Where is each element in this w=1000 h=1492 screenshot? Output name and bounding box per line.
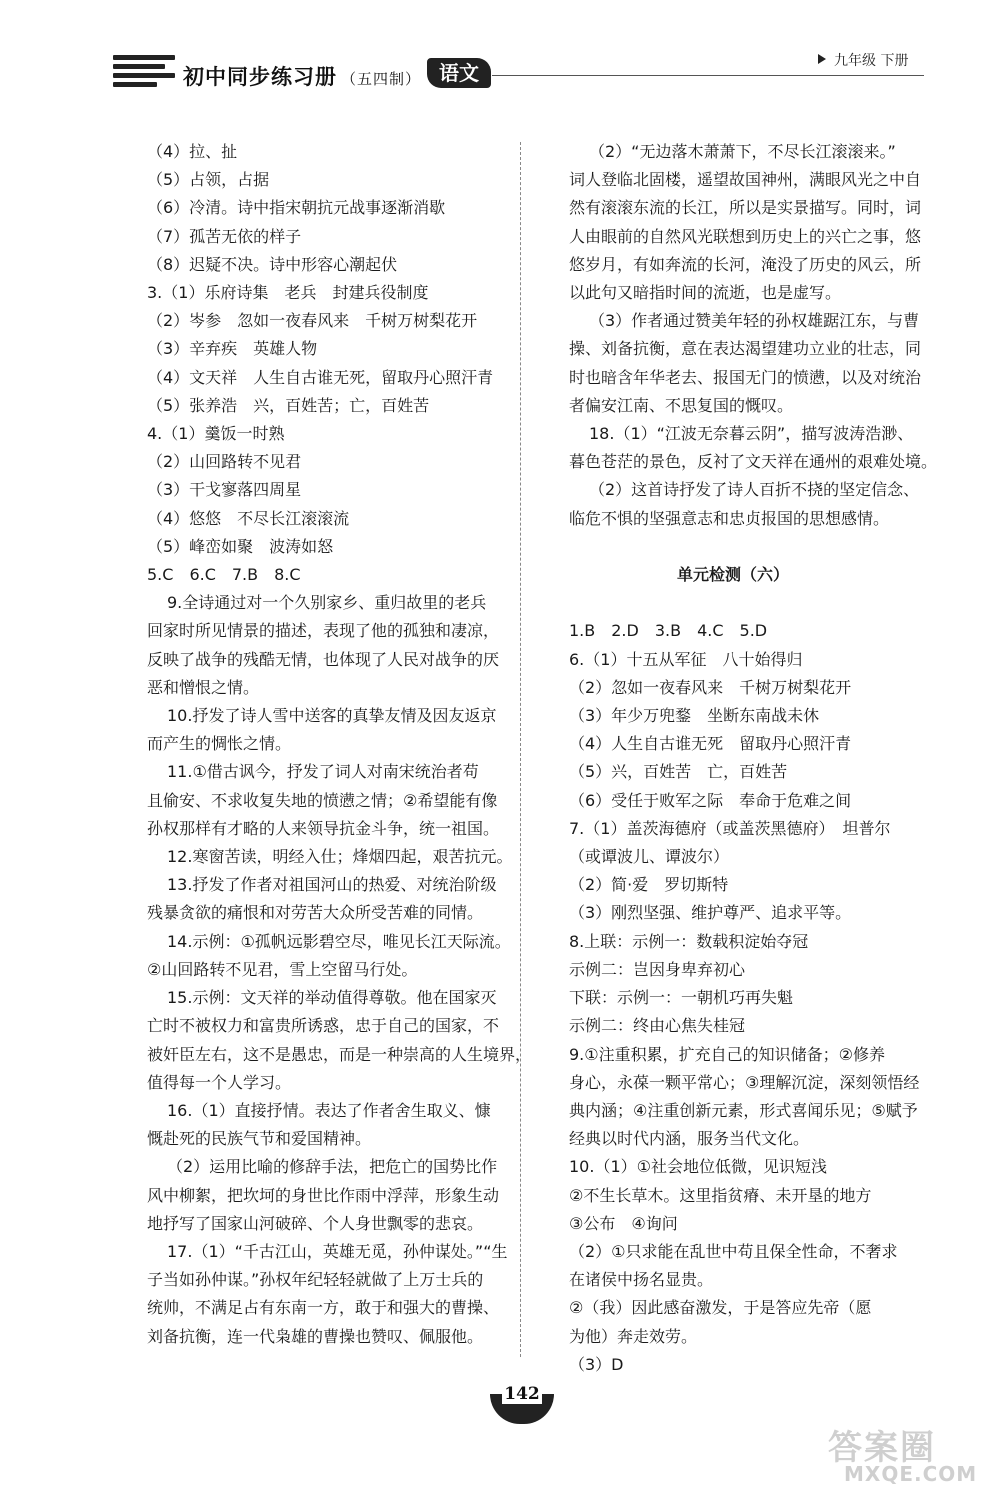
answer-line: 16.（1）直接抒情。表达了作者舍生取义、慷 xyxy=(167,1100,491,1120)
answer-line: （2）简·爱 罗切斯特 xyxy=(569,875,729,895)
answer-line: 以此句又暗指时间的流逝，也是虚写。 xyxy=(569,283,842,303)
answer-line: 示例二：终由心焦失桂冠 xyxy=(569,1016,746,1036)
answer-line: 1.B 2.D 3.B 4.C 5.D xyxy=(569,621,768,641)
answer-line: 悠岁月，有如奔流的长河，淹没了历史的风云，所 xyxy=(569,254,922,274)
answer-line: ②山回路转不见君，雪上空留马行处。 xyxy=(147,959,418,979)
answer-line: 而产生的惆怅之情。 xyxy=(147,734,292,754)
answer-line: （4）文天祥 人生自古谁无死，留取丹心照汗青 xyxy=(147,367,494,387)
answer-line: 地抒写了国家山河破碎、个人身世飘零的悲哀。 xyxy=(147,1213,484,1233)
answer-line: 3.（1）乐府诗集 老兵 封建兵役制度 xyxy=(147,283,429,303)
answer-line: 4.（1）羹饭一时熟 xyxy=(147,424,285,444)
answer-line: 18.（1）“江波无奈暮云阴”，描写波涛浩渺、 xyxy=(589,424,914,444)
answer-line: 为他）奔走效劳。 xyxy=(569,1326,698,1346)
answer-line: ②（我）因此感奋激发，于是答应先帝（愿 xyxy=(569,1298,872,1318)
book-subtitle: （五四制） xyxy=(341,70,422,88)
answer-line: 下联：示例一：一朝机巧再失魁 xyxy=(569,988,794,1008)
answer-line: （6）冷清。诗中指宋朝抗元战事逐渐消歇 xyxy=(147,198,446,218)
answer-line: 值得每一个人学习。 xyxy=(147,1072,292,1092)
answer-line: 9.全诗通过对一个久别家乡、重归故里的老兵 xyxy=(167,593,487,613)
answer-line: 孙权那样有才略的人来领导抗金斗争，统一祖国。 xyxy=(147,818,500,838)
answer-line: （8）迟疑不决。诗中形容心潮起伏 xyxy=(147,254,398,274)
answer-line: （5）占领，占据 xyxy=(147,170,270,190)
answer-line: 亡时不被权力和富贵所诱惑，忠于自己的国家，不 xyxy=(147,1016,500,1036)
answer-line: 14.示例：①孤帆远影碧空尽，唯见长江天际流。 xyxy=(167,931,511,951)
answer-line: （4）人生自古谁无死 留取丹心照汗青 xyxy=(569,734,852,754)
answer-line: 17.（1）“千古江山，英雄无觅，孙仲谋处。”“生 xyxy=(167,1241,508,1261)
column-divider xyxy=(520,142,521,1357)
answer-line: 子当如孙仲谋。”孙权年纪轻轻就做了上万士兵的 xyxy=(147,1270,484,1290)
answer-line: （2）运用比喻的修辞手法，把危亡的国势比作 xyxy=(167,1157,498,1177)
answer-line: 慨赴死的民族气节和爱国精神。 xyxy=(147,1129,372,1149)
answer-line: 15.示例：文天祥的举动值得尊敬。他在国家灭 xyxy=(167,988,497,1008)
answer-line: 身心，永葆一颗平常心；③理解沉淀，深刻领悟经 xyxy=(569,1072,920,1092)
answer-line: （6）受任于败军之际 奉命于危难之间 xyxy=(569,790,852,810)
watermark-text: 答案圈 xyxy=(828,1428,936,1468)
answer-line: 9.①注重积累，扩充自己的知识储备；②修养 xyxy=(569,1044,885,1064)
answer-line: 统帅，不满足占有东南一方，敢于和强大的曹操、 xyxy=(147,1298,500,1318)
answer-line: 操、刘备抗衡，意在表达渴望建功立业的壮志，同 xyxy=(569,339,922,359)
answer-line: 残暴贪欲的痛恨和对劳苦大众所受苦难的同情。 xyxy=(147,903,484,923)
answer-line: 11.①借古讽今，抒发了词人对南宋统治者苟 xyxy=(167,762,479,782)
book-title: 初中同步练习册 （五四制） xyxy=(183,65,422,89)
answer-line: 示例二：岂因身卑弃初心 xyxy=(569,959,746,979)
answer-line: ②不生长草木。这里指贫瘠、未开垦的地方 xyxy=(569,1185,872,1205)
answer-line: 5.C 6.C 7.B 8.C xyxy=(147,565,301,585)
answer-line: （2）山回路转不见君 xyxy=(147,452,302,472)
answer-line: （3）作者通过赞美年轻的孙权雄踞江东，与曹 xyxy=(589,311,920,331)
answer-line: 词人登临北固楼，遥望故国神州，满眼风光之中自 xyxy=(569,170,922,190)
watermark-url: MXQE.COM xyxy=(844,1462,978,1486)
answer-line: （2）“无边落木萧萧下，不尽长江滚滚来。” xyxy=(589,142,896,161)
answer-line: 回家时所见情景的描述，表现了他的孤独和凄凉， xyxy=(147,621,500,641)
answer-line: 且偷安、不求收复失地的愤懑之情；②希望能有像 xyxy=(147,790,498,810)
grade-label: 九年级 下册 xyxy=(818,50,908,70)
answer-line xyxy=(569,589,927,617)
answer-line: 在诸侯中扬名显贵。 xyxy=(569,1270,714,1290)
answer-line: 临危不惧的坚强意志和忠贞报国的思想感情。 xyxy=(569,508,890,528)
page-header xyxy=(0,0,1000,110)
answer-line: 12.寒窗苦读，明经入仕；烽烟四起，艰苦抗元。 xyxy=(167,847,513,867)
subject-badge: 语文 xyxy=(427,58,491,88)
left-column xyxy=(147,138,532,1351)
answer-line: 刘备抗衡，连一代枭雄的曹操也赞叹、佩服他。 xyxy=(147,1326,484,1346)
answer-line: 7.（1）盖茨海德府（或盖茨黑德府） 坦普尔 xyxy=(569,818,891,838)
right-column xyxy=(569,138,938,1379)
answer-line: 然有滚滚东流的长江，所以是实景描写。同时，词 xyxy=(569,198,922,218)
answer-line: （3）辛弃疾 英雄人物 xyxy=(147,339,318,359)
answer-line: 反映了战争的残酷无情，也体现了人民对战争的厌 xyxy=(147,649,500,669)
answer-line: 10.（1）①社会地位低微，见识短浅 xyxy=(569,1157,827,1177)
answer-line: （5）峰峦如聚 波涛如怒 xyxy=(147,536,334,556)
answer-line: （2）岑参 忽如一夜春风来 千树万树梨花开 xyxy=(147,311,478,331)
answer-line: 典内涵；④注重创新元素，形式喜闻乐见；⑤赋予 xyxy=(569,1100,918,1120)
answer-line: 暮色苍茫的景色，反衬了文天祥在通州的艰难处境。 xyxy=(569,452,938,472)
answer-line: （2）①只求能在乱世中苟且保全性命，不奢求 xyxy=(569,1241,898,1261)
answer-line: 风中柳絮，把坎坷的身世比作雨中浮萍，形象生动 xyxy=(147,1185,500,1205)
answer-line: （3）干戈寥落四周星 xyxy=(147,480,302,500)
answer-line: 经典以时代内涵，服务当代文化。 xyxy=(569,1129,810,1149)
answer-line: （2）这首诗抒发了诗人百折不挠的坚定信念、 xyxy=(589,480,920,500)
answer-line: 者偏安江南、不思复国的慨叹。 xyxy=(569,395,794,415)
answer-line: （7）孤苦无依的样子 xyxy=(147,226,302,246)
answer-line: （3）刚烈坚强、维护尊严、追求平等。 xyxy=(569,903,852,923)
book-logo-icon xyxy=(113,55,175,97)
answer-line: （4）拉、扯 xyxy=(147,142,238,161)
answer-line: 被奸臣左右，这不是愚忠，而是一种崇高的人生境界， xyxy=(147,1044,532,1064)
answer-line: 人由眼前的自然风光联想到历史上的兴亡之事，悠 xyxy=(569,226,922,246)
answer-line: （3）年少万兜鍪 坐断东南战未休 xyxy=(569,706,820,726)
answer-line: （4）悠悠 不尽长江滚滚流 xyxy=(147,508,350,528)
answer-line: 10.抒发了诗人雪中送客的真挚友情及因友返京 xyxy=(167,706,497,726)
answer-line: （或谭波儿、谭波尔） xyxy=(569,847,730,867)
answer-line xyxy=(569,533,927,561)
answer-line: 恶和憎恨之情。 xyxy=(147,677,260,697)
answer-line: 13.抒发了作者对祖国河山的热爱、对统治阶级 xyxy=(167,875,497,895)
answer-line: 6.（1）十五从军征 八十始得归 xyxy=(569,649,803,669)
page-number: 142 xyxy=(502,1384,542,1404)
header-rule xyxy=(492,75,924,76)
triangle-icon xyxy=(818,54,826,64)
answer-line: （5）张养浩 兴，百姓苦；亡，百姓苦 xyxy=(147,395,430,415)
answer-line: （2）忽如一夜春风来 千树万树梨花开 xyxy=(569,677,852,697)
page-number-badge xyxy=(484,1380,564,1430)
answer-line: ③公布 ④询问 xyxy=(569,1213,678,1233)
section-title: 单元检测（六） xyxy=(676,565,789,585)
answer-line: （3）D xyxy=(569,1354,624,1374)
answer-line: 时也暗含年华老去、报国无门的愤懑，以及对统治 xyxy=(569,367,922,387)
answer-line: （5）兴，百姓苦 亡，百姓苦 xyxy=(569,762,788,782)
answer-line: 8.上联：示例一：数载积淀始夺冠 xyxy=(569,931,809,951)
